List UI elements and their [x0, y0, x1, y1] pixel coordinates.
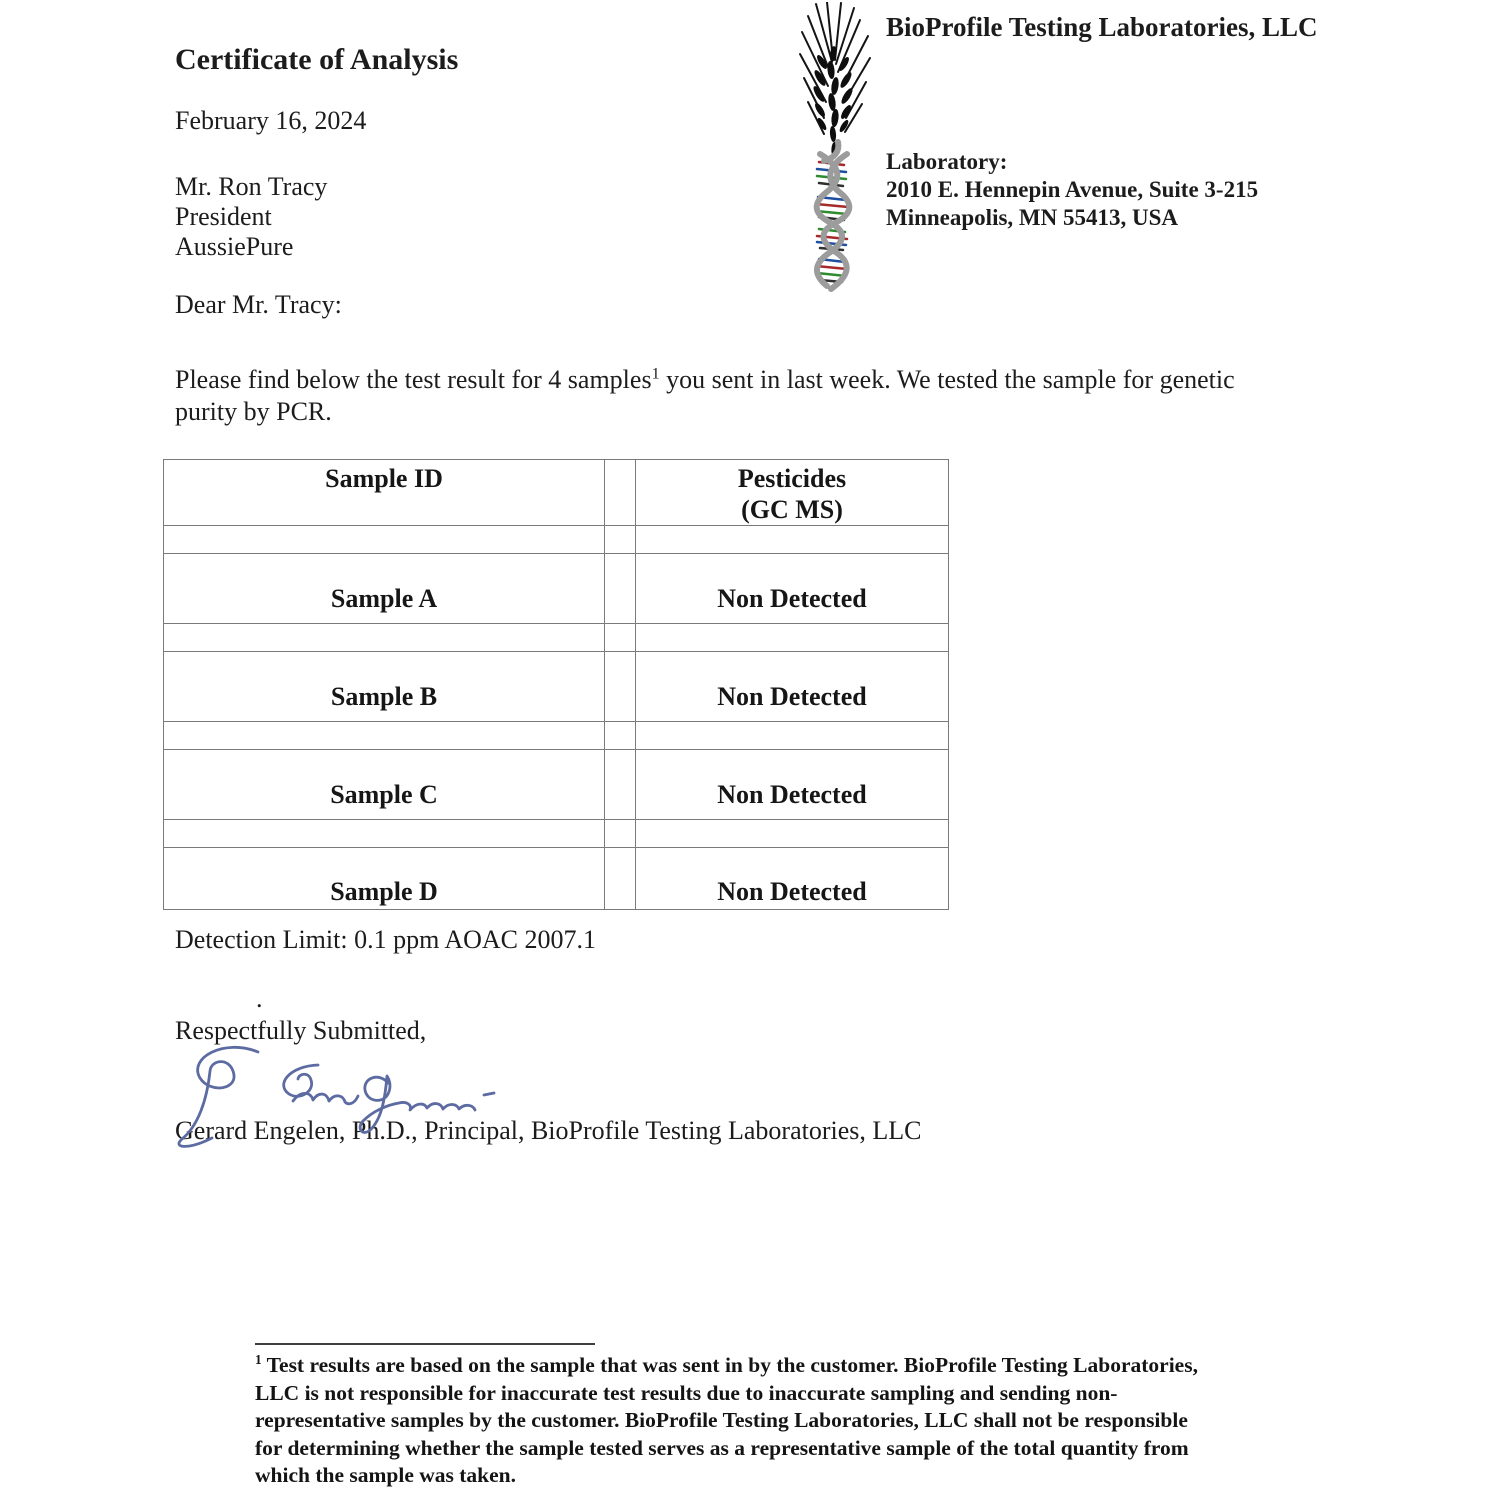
body-text-before-footnote-ref: Please find below the test result for 4 samples: [175, 365, 652, 394]
footnote-marker: 1: [255, 1351, 262, 1367]
table-row: [164, 652, 949, 722]
spacer-row: [164, 526, 949, 554]
table-row: [164, 750, 949, 820]
result-cell: Non Detected: [636, 652, 949, 722]
recipient-block: [175, 172, 327, 262]
signature-image: [172, 1038, 502, 1156]
body-paragraph: [175, 364, 1255, 428]
table-row: [164, 554, 949, 624]
page-title: Certificate of Analysis: [175, 43, 459, 76]
dna-helix-icon: [816, 142, 849, 289]
recipient-name: Mr. Ron Tracy: [175, 172, 328, 201]
spacer-row: [164, 624, 949, 652]
recipient-company: AussiePure: [175, 232, 294, 261]
company-name: BioProfile Testing Laboratories, LLC: [886, 12, 1318, 42]
spacer-cell: [605, 750, 636, 820]
laboratory-address-line2: Minneapolis, MN 55413, USA: [886, 205, 1178, 230]
spacer-cell: [605, 848, 636, 910]
spacer-row: [164, 722, 949, 750]
body-text-after-footnote-ref: you sent in last week. We tested the sample for genetic purity by PCR.: [175, 365, 1235, 426]
footnote-text: Test results are based on the sample that was sent in by the customer. BioProfile Testing Laboratories, LLC is not responsible for inaccurate test results due to inaccurate sampling and sending non-representative samples by the customer. BioProfile Testing Laboratories, LLC shall not be responsible for determining whether the sample tested serves as a representative sample of the total quantity from which the sample was taken.: [255, 1353, 1198, 1487]
wheat-dna-helix-icon: [786, 2, 878, 294]
result-cell: Non Detected: [636, 554, 949, 624]
signatory-line: Gerard Engelen, Ph.D., Principal, BioProfile Testing Laboratories, LLC: [175, 1116, 922, 1145]
table-row: [164, 848, 949, 910]
result-cell: Non Detected: [636, 750, 949, 820]
sample-id-cell: Sample C: [164, 750, 605, 820]
recipient-title: President: [175, 202, 272, 231]
stray-ink-mark: .: [256, 984, 263, 1013]
laboratory-address-line1: 2010 E. Hennepin Avenue, Suite 3-215: [886, 177, 1259, 202]
result-cell: Non Detected: [636, 848, 949, 910]
sample-id-cell: Sample B: [164, 652, 605, 722]
footnote: [255, 1352, 1205, 1490]
spacer-row: [164, 820, 949, 848]
closing-line: Respectfully Submitted,: [175, 1016, 427, 1045]
sample-id-cell: Sample A: [164, 554, 605, 624]
spacer-cell: [605, 460, 636, 526]
footnote-separator: [255, 1343, 595, 1345]
spacer-cell: [605, 652, 636, 722]
letter-date: February 16, 2024: [175, 106, 367, 135]
laboratory-label: Laboratory:: [886, 149, 1008, 174]
salutation: Dear Mr. Tracy:: [175, 290, 342, 319]
wheat-ear-icon: [800, 2, 870, 156]
table-header-row: [164, 460, 949, 526]
column-header-pesticides: Pesticides (GC MS): [636, 460, 949, 526]
results-table: [163, 459, 949, 910]
detection-limit: Detection Limit: 0.1 ppm AOAC 2007.1: [175, 925, 597, 954]
column-header-sample-id: Sample ID: [164, 460, 605, 526]
laboratory-address-block: [886, 148, 1258, 232]
sample-id-cell: Sample D: [164, 848, 605, 910]
spacer-cell: [605, 554, 636, 624]
footnote-reference: 1: [651, 365, 660, 383]
